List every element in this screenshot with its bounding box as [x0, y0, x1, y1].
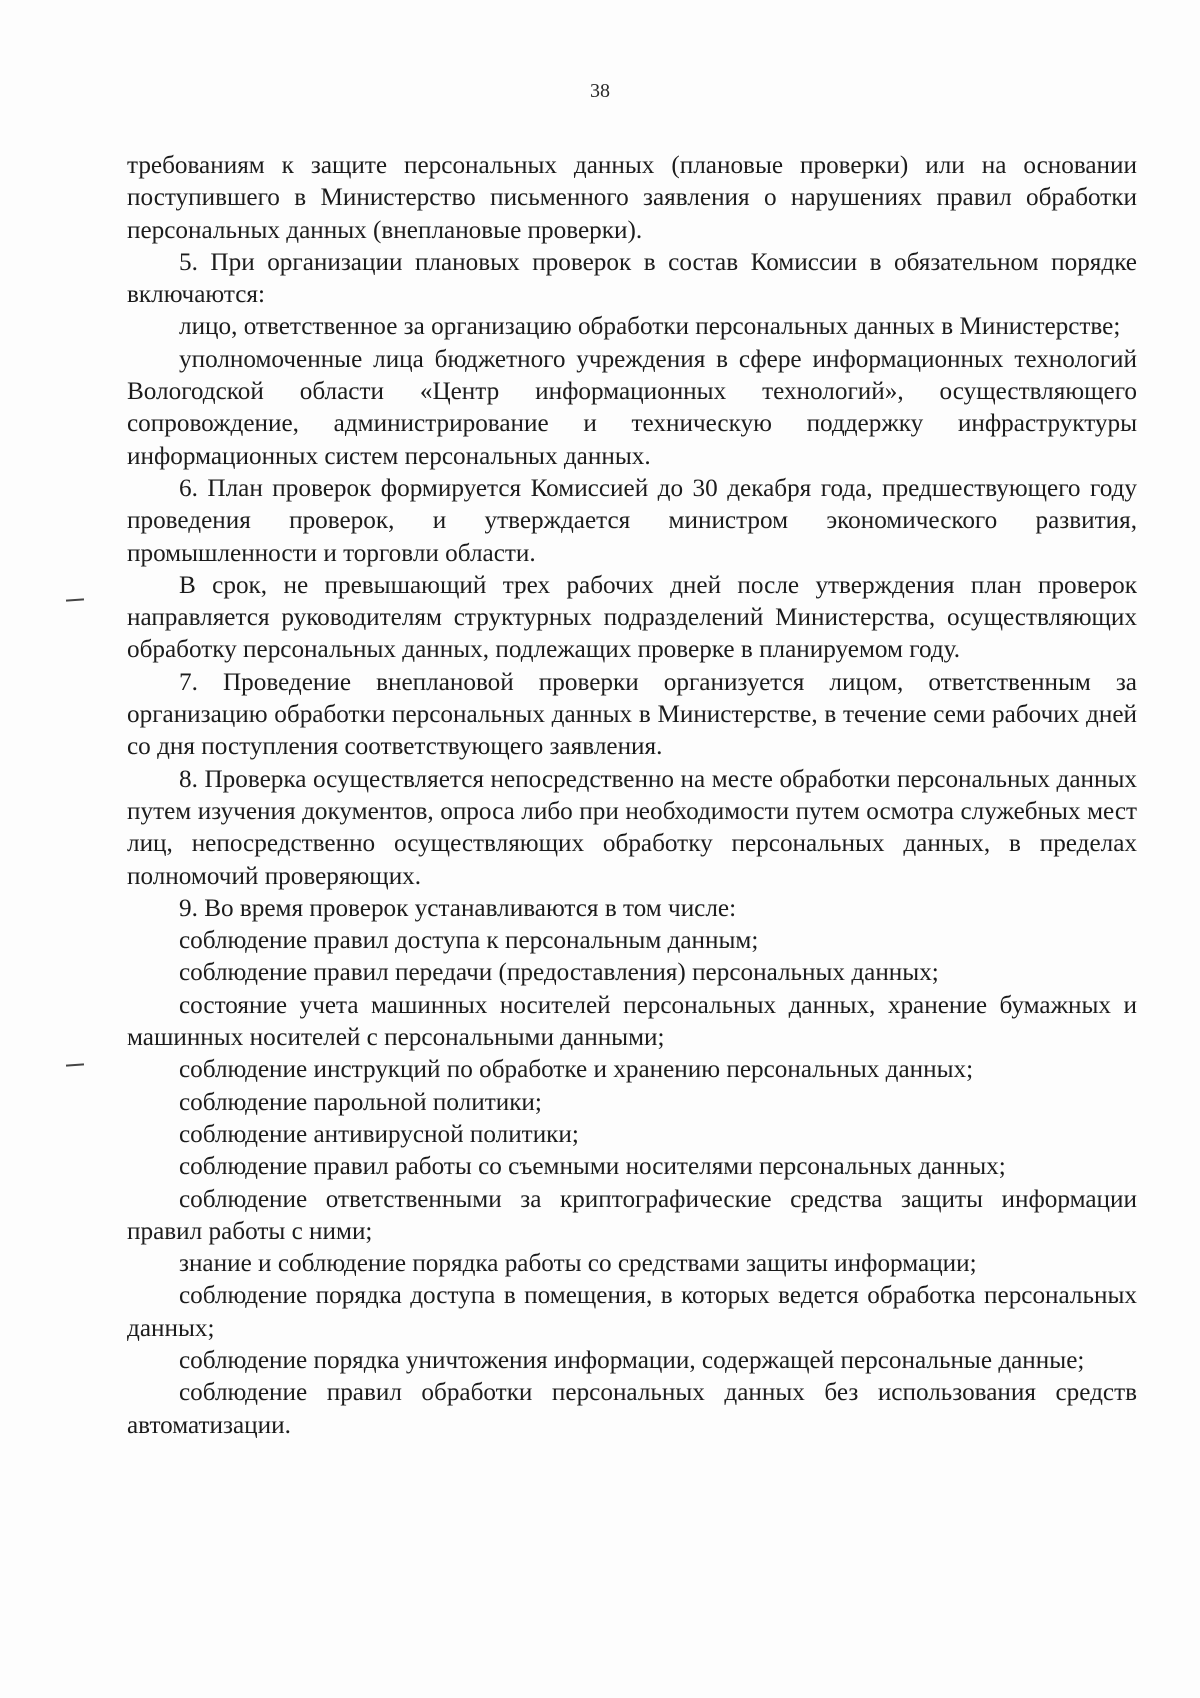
paragraph: соблюдение ответственными за криптографические средства защиты информации правил работы с ними; [127, 1185, 1137, 1245]
document-body [127, 150, 1137, 1442]
margin-mark [66, 1063, 84, 1066]
paragraph: 8. Проверка осуществляется непосредственно на месте обработки персональных данных путем изучения документов, опроса либо при необходимости путем осмотра служебных мест лиц, непосредственно осуществляющих обработку персональных данных, в пределах полномочий проверяющих. [127, 765, 1137, 890]
paragraph: В срок, не превышающий трех рабочих дней после утверждения план проверок направляется руководителям структурных подразделений Министерства, осуществляющих обработку персональных данных, подлежащих проверке в планируемом году. [127, 571, 1137, 664]
paragraph: соблюдение инструкций по обработке и хранению персональных данных; [179, 1056, 974, 1084]
paragraph: знание и соблюдение порядка работы со средствами защиты информации; [179, 1250, 977, 1278]
paragraph: соблюдение порядка уничтожения информации, содержащей персональные данные; [179, 1346, 1085, 1374]
paragraph: лицо, ответственное за организацию обработки персональных данных в Министерстве; [179, 313, 1121, 341]
paragraph: соблюдение правил передачи (предоставления) персональных данных; [179, 959, 939, 987]
paragraph: соблюдение правил работы со съемными носителями персональных данных; [179, 1153, 1006, 1181]
paragraph: соблюдение парольной политики; [179, 1088, 542, 1116]
page-number: 38 [590, 80, 610, 102]
paragraph: состояние учета машинных носителей персональных данных, хранение бумажных и машинных носителей с персональными данными; [127, 991, 1137, 1052]
paragraph: 5. При организации плановых проверок в состав Комиссии в обязательном порядке включаются: [127, 248, 1137, 309]
paragraph: соблюдение правил обработки персональных данных без использования средств автоматизации. [127, 1379, 1137, 1439]
margin-mark [66, 598, 84, 601]
paragraph: соблюдение антивирусной политики; [179, 1120, 579, 1148]
paragraph: 7. Проведение внеплановой проверки организуется лицом, ответственным за организацию обработки персональных данных в Министерстве, в течение семи рабочих дней со дня поступления соответствующего заявления. [127, 668, 1137, 761]
paragraph: 6. План проверок формируется Комиссией до 30 декабря года, предшествующего году проведения проверок, и утверждается министром экономического развития, промышленности и торговли области. [127, 474, 1137, 567]
paragraph: соблюдение порядка доступа в помещения, в которых ведется обработка персональных данных; [127, 1282, 1137, 1342]
paragraph: 9. Во время проверок устанавливаются в том числе: [179, 894, 737, 922]
paragraph: соблюдение правил доступа к персональным данным; [179, 927, 759, 955]
paragraph: требованиям к защите персональных данных (плановые проверки) или на основании поступившего в Министерство письменного заявления о нарушениях правил обработки персональных данных (внеплановые проверки). [127, 152, 1137, 244]
paragraph: уполномоченные лица бюджетного учреждения в сфере информационных технологий Вологодской области «Центр информационных технологий», осуществляющего сопровождение, администрирование и техническую поддержку инфраструктуры информационных систем персональных данных. [127, 345, 1137, 470]
